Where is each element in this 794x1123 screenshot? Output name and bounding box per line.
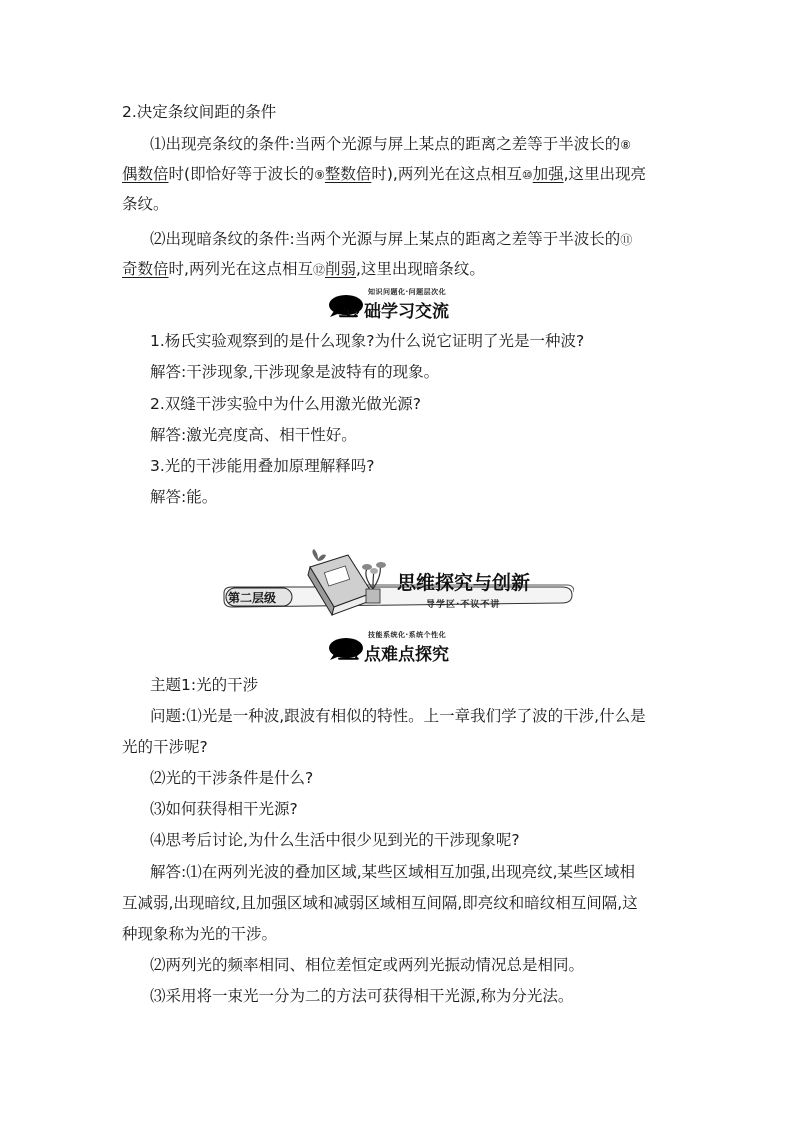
text: ⑵出现暗条纹的条件:当两个光源与屏上某点的距离之差等于半波长的 <box>150 230 621 248</box>
dark-fringe-paragraph-line2 <box>122 259 682 280</box>
bright-fringe-paragraph-line1 <box>150 134 682 155</box>
problem-2: ⑵光的干涉条件是什么? <box>150 769 314 787</box>
answer-3: 解答:能。 <box>150 488 218 506</box>
dark-fringe-paragraph-line1 <box>150 229 682 250</box>
text: 时),两列光在这点相互 <box>371 165 522 183</box>
answer-2: 解答:激光亮度高、相干性好。 <box>150 426 357 444</box>
problem-4: ⑷思考后讨论,为什么生活中很少见到光的干涉现象呢? <box>150 831 520 849</box>
solution-2: ⑵两列光的频率相同、相位差恒定或两列光振动情况总是相同。 <box>150 956 585 974</box>
section-heading: 2.决定条纹间距的条件 <box>122 103 277 121</box>
blank-marker: ⑧ <box>620 138 631 152</box>
level-subtitle: 导学区·不议不讲 <box>426 600 501 610</box>
level-title: 思维探究与创新 <box>397 572 531 594</box>
banner-tagline: 技能系统化·系统个性化 <box>368 631 447 639</box>
question-1: 1.杨氏实验观察到的是什么现象?为什么说它证明了光是一种波? <box>150 332 585 350</box>
banner-title: 点难点探究 <box>364 645 449 665</box>
level-banner <box>222 545 574 620</box>
blank-marker: ⑩ <box>521 168 533 182</box>
blank-marker: ⑨ <box>314 168 325 182</box>
problem-1-line2: 光的干涉呢? <box>122 738 208 756</box>
text: ,这里出现亮 <box>563 165 647 183</box>
solution-3: ⑶采用将一束光一分为二的方法可获得相干光源,称为分光法。 <box>150 987 574 1005</box>
section-banner-basic <box>328 287 468 322</box>
solution-1-line2: 互减弱,出现暗纹,且加强区域和减弱区域相互间隔,即亮纹和暗纹相互间隔,这 <box>122 894 638 912</box>
banner-tagline: 知识问题化·问题层次化 <box>368 288 447 296</box>
answer-blank: 削弱 <box>324 260 356 278</box>
answer-blank: 偶数倍 <box>122 165 169 183</box>
text: ,这里出现暗条纹。 <box>355 260 485 278</box>
section-banner-key <box>328 630 468 665</box>
solution-1-line3: 种现象称为光的干涉。 <box>122 925 278 943</box>
answer-1: 解答:干涉现象,干涉现象是波特有的现象。 <box>150 363 440 381</box>
bright-fringe-paragraph-line2 <box>122 164 682 185</box>
blank-marker: ⑪ <box>620 233 633 247</box>
problem-1-line1: 问题:⑴光是一种波,跟波有相似的特性。上一章我们学了波的干涉,什么是 <box>150 707 646 725</box>
blank-marker: ⑫ <box>312 263 325 277</box>
banner-first-char: 基 <box>338 295 359 320</box>
banner-title: 础学习交流 <box>364 302 449 322</box>
answer-blank: 奇数倍 <box>122 260 169 278</box>
solution-1-line1: 解答:⑴在两列光波的叠加区域,某些区域相互加强,出现亮纹,某些区域相 <box>150 863 636 881</box>
problem-3: ⑶如何获得相干光源? <box>150 800 298 818</box>
question-3: 3.光的干涉能用叠加原理解释吗? <box>150 457 375 475</box>
question-2: 2.双缝干涉实验中为什么用激光做光源? <box>150 395 422 413</box>
text: 时,两列光在这点相互 <box>168 260 313 278</box>
level-label: 第二层级 <box>228 591 277 605</box>
answer-blank: 加强 <box>532 165 564 183</box>
text: 时(即恰好等于波长的 <box>168 165 315 183</box>
answer-blank: 整数倍 <box>324 165 372 183</box>
banner-first-char: 重 <box>338 638 359 663</box>
topic-title: 主题1:光的干涉 <box>150 676 259 694</box>
bright-fringe-paragraph-line3: 条纹。 <box>122 195 169 213</box>
text: ⑴出现亮条纹的条件:当两个光源与屏上某点的距离之差等于半波长的 <box>150 135 621 153</box>
